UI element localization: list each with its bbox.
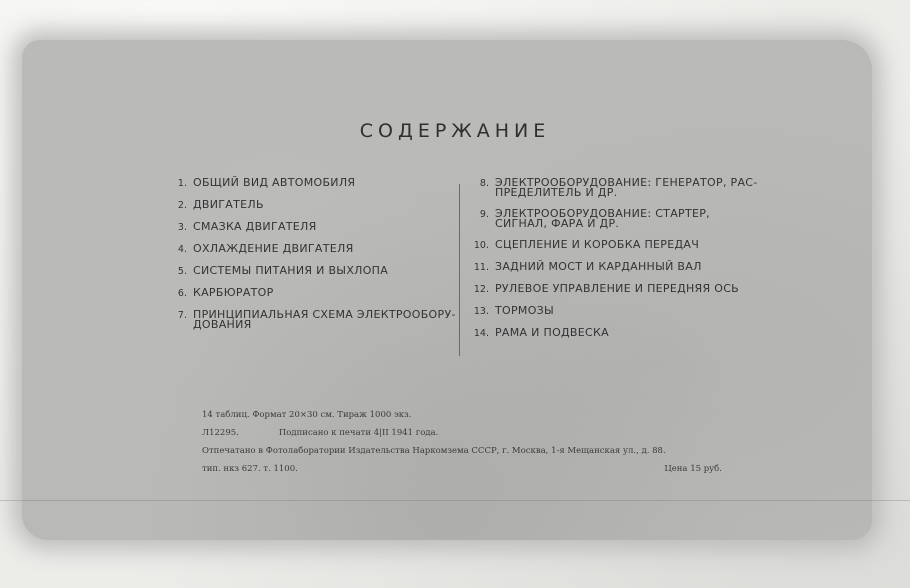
item-title: ЭЛЕКТРООБОРУДОВАНИЕ: СТАРТЕР, СИГНАЛ, ФАРА И ДР. [495, 207, 710, 230]
column-divider [459, 184, 460, 356]
item-number: 10. [473, 240, 489, 251]
contents-right-column [472, 178, 762, 350]
item-title: ЗАДНИЙ МОСТ И КАРДАННЫЙ ВАЛ [495, 260, 702, 273]
contents-item [172, 222, 457, 233]
contents-item [172, 178, 457, 189]
contents-item [172, 200, 457, 211]
contents-item [172, 288, 457, 299]
item-number: 6. [177, 288, 187, 299]
item-number: 8. [479, 178, 489, 189]
item-number: 3. [177, 222, 187, 233]
imprint-line-format: 14 таблиц. Формат 20×30 см. Тираж 1000 экз. [202, 410, 412, 420]
item-title: РУЛЕВОЕ УПРАВЛЕНИЕ И ПЕРЕДНЯЯ ОСЬ [495, 282, 740, 295]
contents-item [472, 306, 762, 317]
price-label: Цена 15 руб. [664, 464, 722, 474]
item-number: 14. [473, 328, 489, 339]
item-number: 2. [177, 200, 187, 211]
item-title: ОХЛАЖДЕНИЕ ДВИГАТЕЛЯ [193, 242, 354, 255]
contents-item [172, 266, 457, 277]
page-title: СОДЕРЖАНИЕ [359, 120, 551, 142]
item-title: СИСТЕМЫ ПИТАНИЯ И ВЫХЛОПА [193, 264, 389, 277]
contents-item [172, 244, 457, 255]
contents-item [472, 209, 762, 229]
item-number: 4. [177, 244, 187, 255]
item-title: ОБЩИЙ ВИД АВТОМОБИЛЯ [193, 176, 356, 189]
item-number: 5. [177, 266, 187, 277]
contents-item [172, 310, 457, 330]
item-number: 12. [473, 284, 489, 295]
imprint-print-order: тип. нкз 627. т. 1100. [202, 464, 298, 474]
contents-item [472, 328, 762, 339]
imprint-order-number: Л12295. [202, 428, 239, 438]
item-title: СЦЕПЛЕНИЕ И КОРОБКА ПЕРЕДАЧ [495, 238, 700, 251]
item-title: ДВИГАТЕЛЬ [193, 198, 264, 211]
contents-item [472, 284, 762, 295]
contents-item [472, 262, 762, 273]
imprint-line-print-info [202, 464, 732, 482]
item-number: 11. [473, 262, 489, 273]
item-title: ПРИНЦИПИАЛЬНАЯ СХЕМА ЭЛЕКТРООБОРУ- ДОВАНИЯ [193, 308, 456, 331]
paper-fold-line [0, 500, 910, 501]
contents-item [472, 240, 762, 251]
imprint-line-signed [202, 428, 732, 446]
imprint-block [202, 410, 732, 482]
item-title: ТОРМОЗЫ [495, 304, 555, 317]
imprint-line-printer: Отпечатано в Фотолаборатории Издательства Наркомзема СССР, г. Москва, 1-я Мещанская ул., д. 88. [202, 446, 666, 456]
contents-left-column [172, 178, 457, 341]
item-number: 1. [177, 178, 187, 189]
item-title: СМАЗКА ДВИГАТЕЛЯ [193, 220, 317, 233]
item-number: 13. [473, 306, 489, 317]
item-number: 7. [177, 310, 187, 321]
contents-item [472, 178, 762, 198]
item-title: ЭЛЕКТРООБОРУДОВАНИЕ: ГЕНЕРАТОР, РАС- ПРЕДЕЛИТЕЛЬ И ДР. [495, 176, 758, 199]
item-title: РАМА И ПОДВЕСКА [495, 326, 609, 339]
item-title: КАРБЮРАТОР [193, 286, 274, 299]
item-number: 9. [479, 209, 489, 220]
imprint-signed-date: Подписано к печати 4|II 1941 года. [278, 428, 439, 438]
